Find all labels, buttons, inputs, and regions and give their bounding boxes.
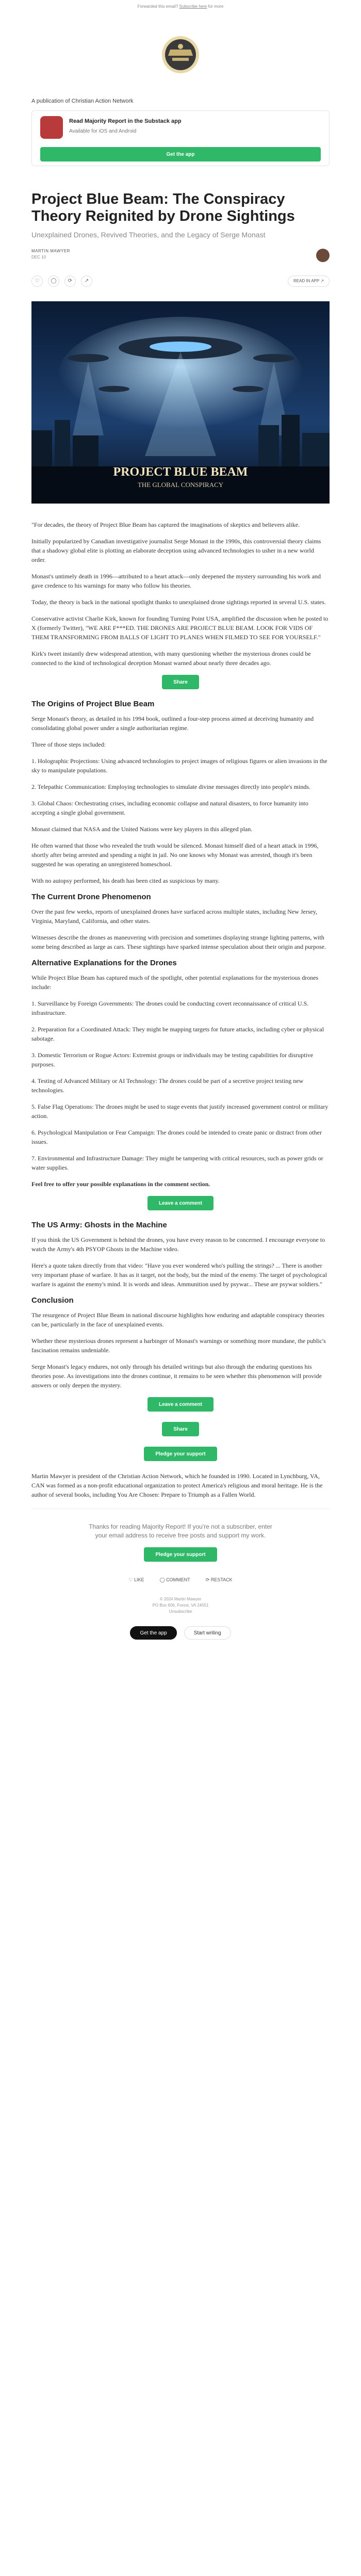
address: PO Box 606, Forest, VA 24551 [152,1603,209,1608]
paragraph: Conservative activist Charlie Kirk, known for founding Turning Point USA, amplified the discussion when he posted to X (formerly Twitter), "WE ARE F***ED. THE DRONES ARE PROJECT BLUE BEAM. LOOK FOR VIDS OF THEM TRANSFORMING FROM BALLS OF LIGHT TO PLANES WHEN FILMED TO SEE FOR YOURSELF." [31,615,329,641]
heart-icon[interactable]: ♡ [31,276,43,287]
list-item: 3. Domestic Terrorism or Rogue Actors: Extremist groups or individuals may be testing capabilities for disruptive purposes. [31,1051,314,1068]
footer-address-block [31,1596,330,1615]
paragraph: With no autopsy performed, his death has been cited as suspicious by many. [31,877,220,884]
section-heading: Alternative Explanations for the Drones [31,959,177,967]
author-avatar[interactable] [316,249,330,262]
list-item: 2. Telepathic Communication: Employing technologies to simulate divine messages directly into people's minds. [31,783,311,790]
restack-action[interactable]: ⟳ RESTACK [205,1577,233,1582]
footer-pledge-button[interactable]: Pledge your support [144,1547,217,1562]
hero-image [31,301,330,504]
footer-actions [31,1577,330,1583]
restack-icon[interactable]: ⟳ [64,276,76,287]
hero-title: PROJECT BLUE BEAM [113,465,248,479]
paragraph: Three of those steps included: [31,741,106,748]
article-title[interactable]: Project Blue Beam: The Conspiracy Theory Reignited by Drone Sightings [31,191,295,224]
app-promo-card [31,110,330,166]
paragraph: The resurgence of Project Blue Beam in national discourse highlights how enduring and adaptable conspiracy theories can be, particularly in the face of unexplained events. [31,1311,324,1328]
paragraph: Initially popularized by Canadian investigative journalist Serge Monast in the 1990s, this controversial theory claims that a shadowy global elite is plotting an elaborate deception using advanced technologies to usher in a new world order. [31,538,321,563]
footer-app-row [31,1626,330,1640]
publication-line: A publication of Christian Action Network [31,98,134,104]
byline [31,249,330,264]
app-thumbnail [40,116,63,139]
leave-comment-button[interactable]: Leave a comment [147,1196,214,1210]
list-item: 4. Testing of Advanced Military or AI Technology: The drones could be part of a secretive project testing new technologies. [31,1077,304,1094]
hero-subtitle: THE GLOBAL CONSPIRACY [137,481,224,489]
comment-action[interactable]: ◯ COMMENT [159,1577,190,1582]
paragraph: Whether these mysterious drones represent a harbinger of Monast's warnings or something more mundane, the public's fascination remains undeniable. [31,1337,326,1354]
forward-bar [0,0,361,15]
unsubscribe-link[interactable]: Unsubscribe [169,1609,192,1614]
copyright: © 2024 Martin Mawyer [159,1597,202,1601]
section-heading: The Origins of Project Blue Beam [31,700,155,708]
paragraph: While Project Blue Beam has captured much of the spotlight, other potential explanations for the mysterious drones include: [31,974,319,991]
section-heading: The Current Drone Phenomenon [31,893,151,901]
read-in-app-button[interactable]: READ IN APP ↗ [288,276,330,287]
like-label: LIKE [134,1577,144,1582]
leave-comment-button-2[interactable]: Leave a comment [147,1397,214,1412]
list-item: 5. False Flag Operations: The drones might be used to stage events that justify increased government control or military action. [31,1103,329,1120]
article-subtitle: Unexplained Drones, Revived Theories, and the Legacy of Serge Monast [31,231,266,239]
list-item: 2. Preparation for a Coordinated Attack: They might be mapping targets for future attacks, including cyber or physical sabotage. [31,1026,324,1042]
list-item: 6. Psychological Manipulation or Fear Campaign: The drones could be intended to create panic or distract from other issues. [31,1129,322,1145]
share-button[interactable]: Share [162,675,199,689]
restack-label: RESTACK [210,1577,233,1582]
list-item: 1. Surveillance by Foreign Governments: The drones could be conducting covert reconnaissance of critical U.S. infrastructure. [31,1000,309,1016]
paragraph: Serge Monast's theory, as detailed in his 1994 book, outlined a four-step process aimed at deceiving humanity and consolidating global power under a single authoritarian regime. [31,715,314,732]
section-heading: Conclusion [31,1296,74,1305]
share-button-2[interactable]: Share [162,1422,199,1436]
paragraph: Here's a quote taken directly from that video: "Have you ever wondered who's pulling the strings? ... There is another very important phase of warfare. It has as it target, not the body, but the mind of the enemy. The target of psychological warfare is against the enemy's mind. It is words and ideas. Ammunition used by psywar... These are psywar soldiers." [31,1262,327,1288]
start-writing-button[interactable]: Start writing [184,1626,231,1640]
list-item: 7. Environmental and Infrastructure Damage: They might be tampering with critical resources, such as power grids or water supplies. [31,1155,323,1171]
post-date: DEC 10 [31,255,46,260]
like-action[interactable]: ♡ LIKE [128,1577,144,1582]
share-icon[interactable]: ↗ [81,276,92,287]
section-heading: The US Army: Ghosts in the Machine [31,1221,167,1229]
app-promo-subtitle: Available for iOS and Android [69,128,137,134]
footer-get-app-button[interactable]: Get the app [130,1626,176,1640]
paragraph: Feel free to offer your possible explanations in the comment section. [31,1180,210,1188]
pledge-button[interactable]: Pledge your support [144,1447,217,1461]
paragraph: If you think the US Government is behind the drones, you have every reason to be concerned. I encourage everyone to watch the Army's 4th PSYOP Ghosts in the Machine video. [31,1236,325,1253]
paragraph: He often warned that those who revealed the truth would be silenced. Monast himself died of a heart attack in 1996, shortly after being arrested and spending a night in jail. No one knows why Monast was arrested, though it's been suggested he was operating an unregistered homeschool. [31,842,319,868]
comment-icon[interactable]: ◯ [48,276,59,287]
paragraph: Today, the theory is back in the national spotlight thanks to unexplained drone sightings reported in several U.S. states. [31,598,326,606]
subscribe-link[interactable]: Subscribe here [179,4,207,9]
paragraph: Monast's untimely death in 1996—attributed to a heart attack—only deepened the mystery surrounding his work and gave credence to his warnings for many who follow his theories. [31,573,321,589]
article-body [31,520,330,1499]
author-name[interactable]: MARTIN MAWYER [31,249,70,253]
footer [31,1509,330,1640]
app-promo-title: Read Majority Report in the Substack app [69,118,182,124]
publication-logo[interactable] [161,35,200,74]
paragraph: Serge Monast's legacy endures, not only through his detailed writings but also through the enduring questions his theories pose. As investigations into the drones continue, it remains to be seen whether this phenomenon will provide answers or only deepen the mystery. [31,1363,322,1389]
list-item: 1. Holographic Projections: Using advanced technologies to project images of religious figures or alien invasions in the sky to manipulate populations. [31,757,327,774]
get-app-button[interactable]: Get the app [40,147,321,161]
paragraph: "For decades, the theory of Project Blue Beam has captured the imaginations of skeptics and believers alike. [31,521,300,528]
paragraph: Monast claimed that NASA and the United Nations were key players in this alleged plan. [31,825,253,833]
paragraph: Kirk's tweet instantly drew widespread attention, with many questioning whether the mysterious drones could be connected to the kind of technological deception Monast warned about nearly three decades ago. [31,650,311,667]
comment-label: COMMENT [166,1577,190,1582]
paragraph: Over the past few weeks, reports of unexplained drones have surfaced across multiple states, including New Jersey, Virginia, Maryland, California, and other states. [31,908,318,925]
paragraph: Witnesses describe the drones as maneuvering with precision and sometimes displaying strange lighting patterns, with some being described as large as cars. These sightings have sparked intense speculation about their origin and purpose. [31,934,326,950]
author-bio: Martin Mawyer is president of the Christian Action Network, which he founded in 1990. Located in Lynchburg, VA, CAN was formed as a non-profit educational organization to protect America's religious and moral heritage. He is the author of several books, including You Are Chosen: Prepare to Triumph as a Fallen World. [31,1472,323,1498]
list-item: 3. Global Chaos: Orchestrating crises, including economic collapse and natural disasters, to force humanity into accepting a single global government. [31,800,308,816]
forward-suffix: for more [208,4,224,9]
thanks-text: Thanks for reading Majority Report! If you're not a subscriber, enter your email address to receive free posts and support my work. [89,1523,272,1539]
forward-text: Forwarded this email? [137,4,178,9]
post-actions [31,276,330,287]
